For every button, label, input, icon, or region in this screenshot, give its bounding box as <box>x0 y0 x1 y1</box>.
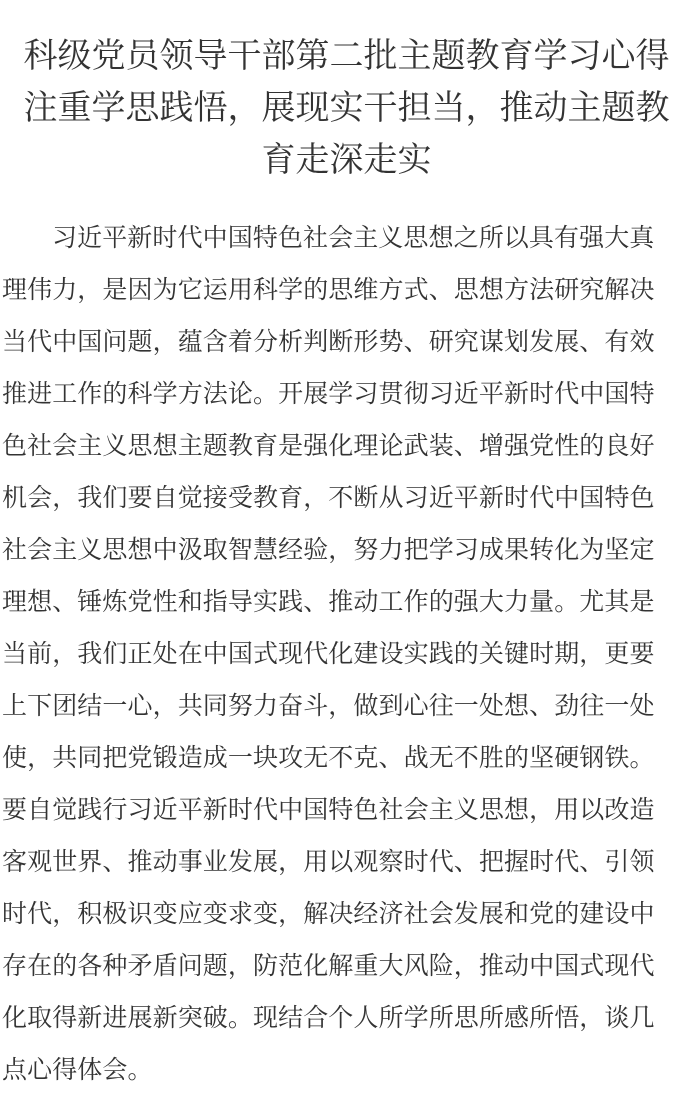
body-line: 存在的各种矛盾问题，防范化解重大风险，推动中国式现代 <box>2 951 655 980</box>
body-line: 机会，我们要自觉接受教育，不断从习近平新时代中国特色 <box>2 483 655 512</box>
body-line: 推进工作的科学方法论。开展学习贯彻习近平新时代中国特 <box>2 379 655 408</box>
body-line: 当前，我们正处在中国式现代化建设实践的关键时期，更要 <box>2 639 655 668</box>
body-line: 色社会主义思想主题教育是强化理论武装、增强党性的良好 <box>2 431 655 460</box>
body-line: 当代中国问题，蕴含着分析判断形势、研究谋划发展、有效 <box>2 327 655 356</box>
body-line: 时代，积极识变应变求变，解决经济社会发展和党的建设中 <box>2 899 655 928</box>
body-line: 习近平新时代中国特色社会主义思想之所以具有强大真 <box>52 223 655 252</box>
article-title <box>2 30 691 186</box>
body-line: 理想、锤炼党性和指导实践、推动工作的强大力量。尤其是 <box>2 587 655 616</box>
title-line: 注重学思践悟，展现实干担当，推动主题教 <box>23 88 670 128</box>
body-line: 上下团结一心，共同努力奋斗，做到心往一处想、劲往一处 <box>2 691 655 720</box>
body-line: 使，共同把党锻造成一块攻无不克、战无不胜的坚硬钢铁。 <box>2 743 655 772</box>
title-line: 育走深走实 <box>261 140 432 180</box>
body-line: 化取得新进展新突破。现结合个人所学所思所感所悟，谈几 <box>2 1003 655 1032</box>
article-body <box>2 212 691 1096</box>
title-line: 科级党员领导干部第二批主题教育学习心得 <box>23 36 670 76</box>
body-line: 点心得体会。 <box>2 1055 153 1084</box>
body-line: 要自觉践行习近平新时代中国特色社会主义思想，用以改造 <box>2 795 655 824</box>
body-line: 客观世界、推动事业发展，用以观察时代、把握时代、引领 <box>2 847 655 876</box>
body-line: 社会主义思想中汲取智慧经验，努力把学习成果转化为坚定 <box>2 535 655 564</box>
body-line: 理伟力，是因为它运用科学的思维方式、思想方法研究解决 <box>2 275 655 304</box>
